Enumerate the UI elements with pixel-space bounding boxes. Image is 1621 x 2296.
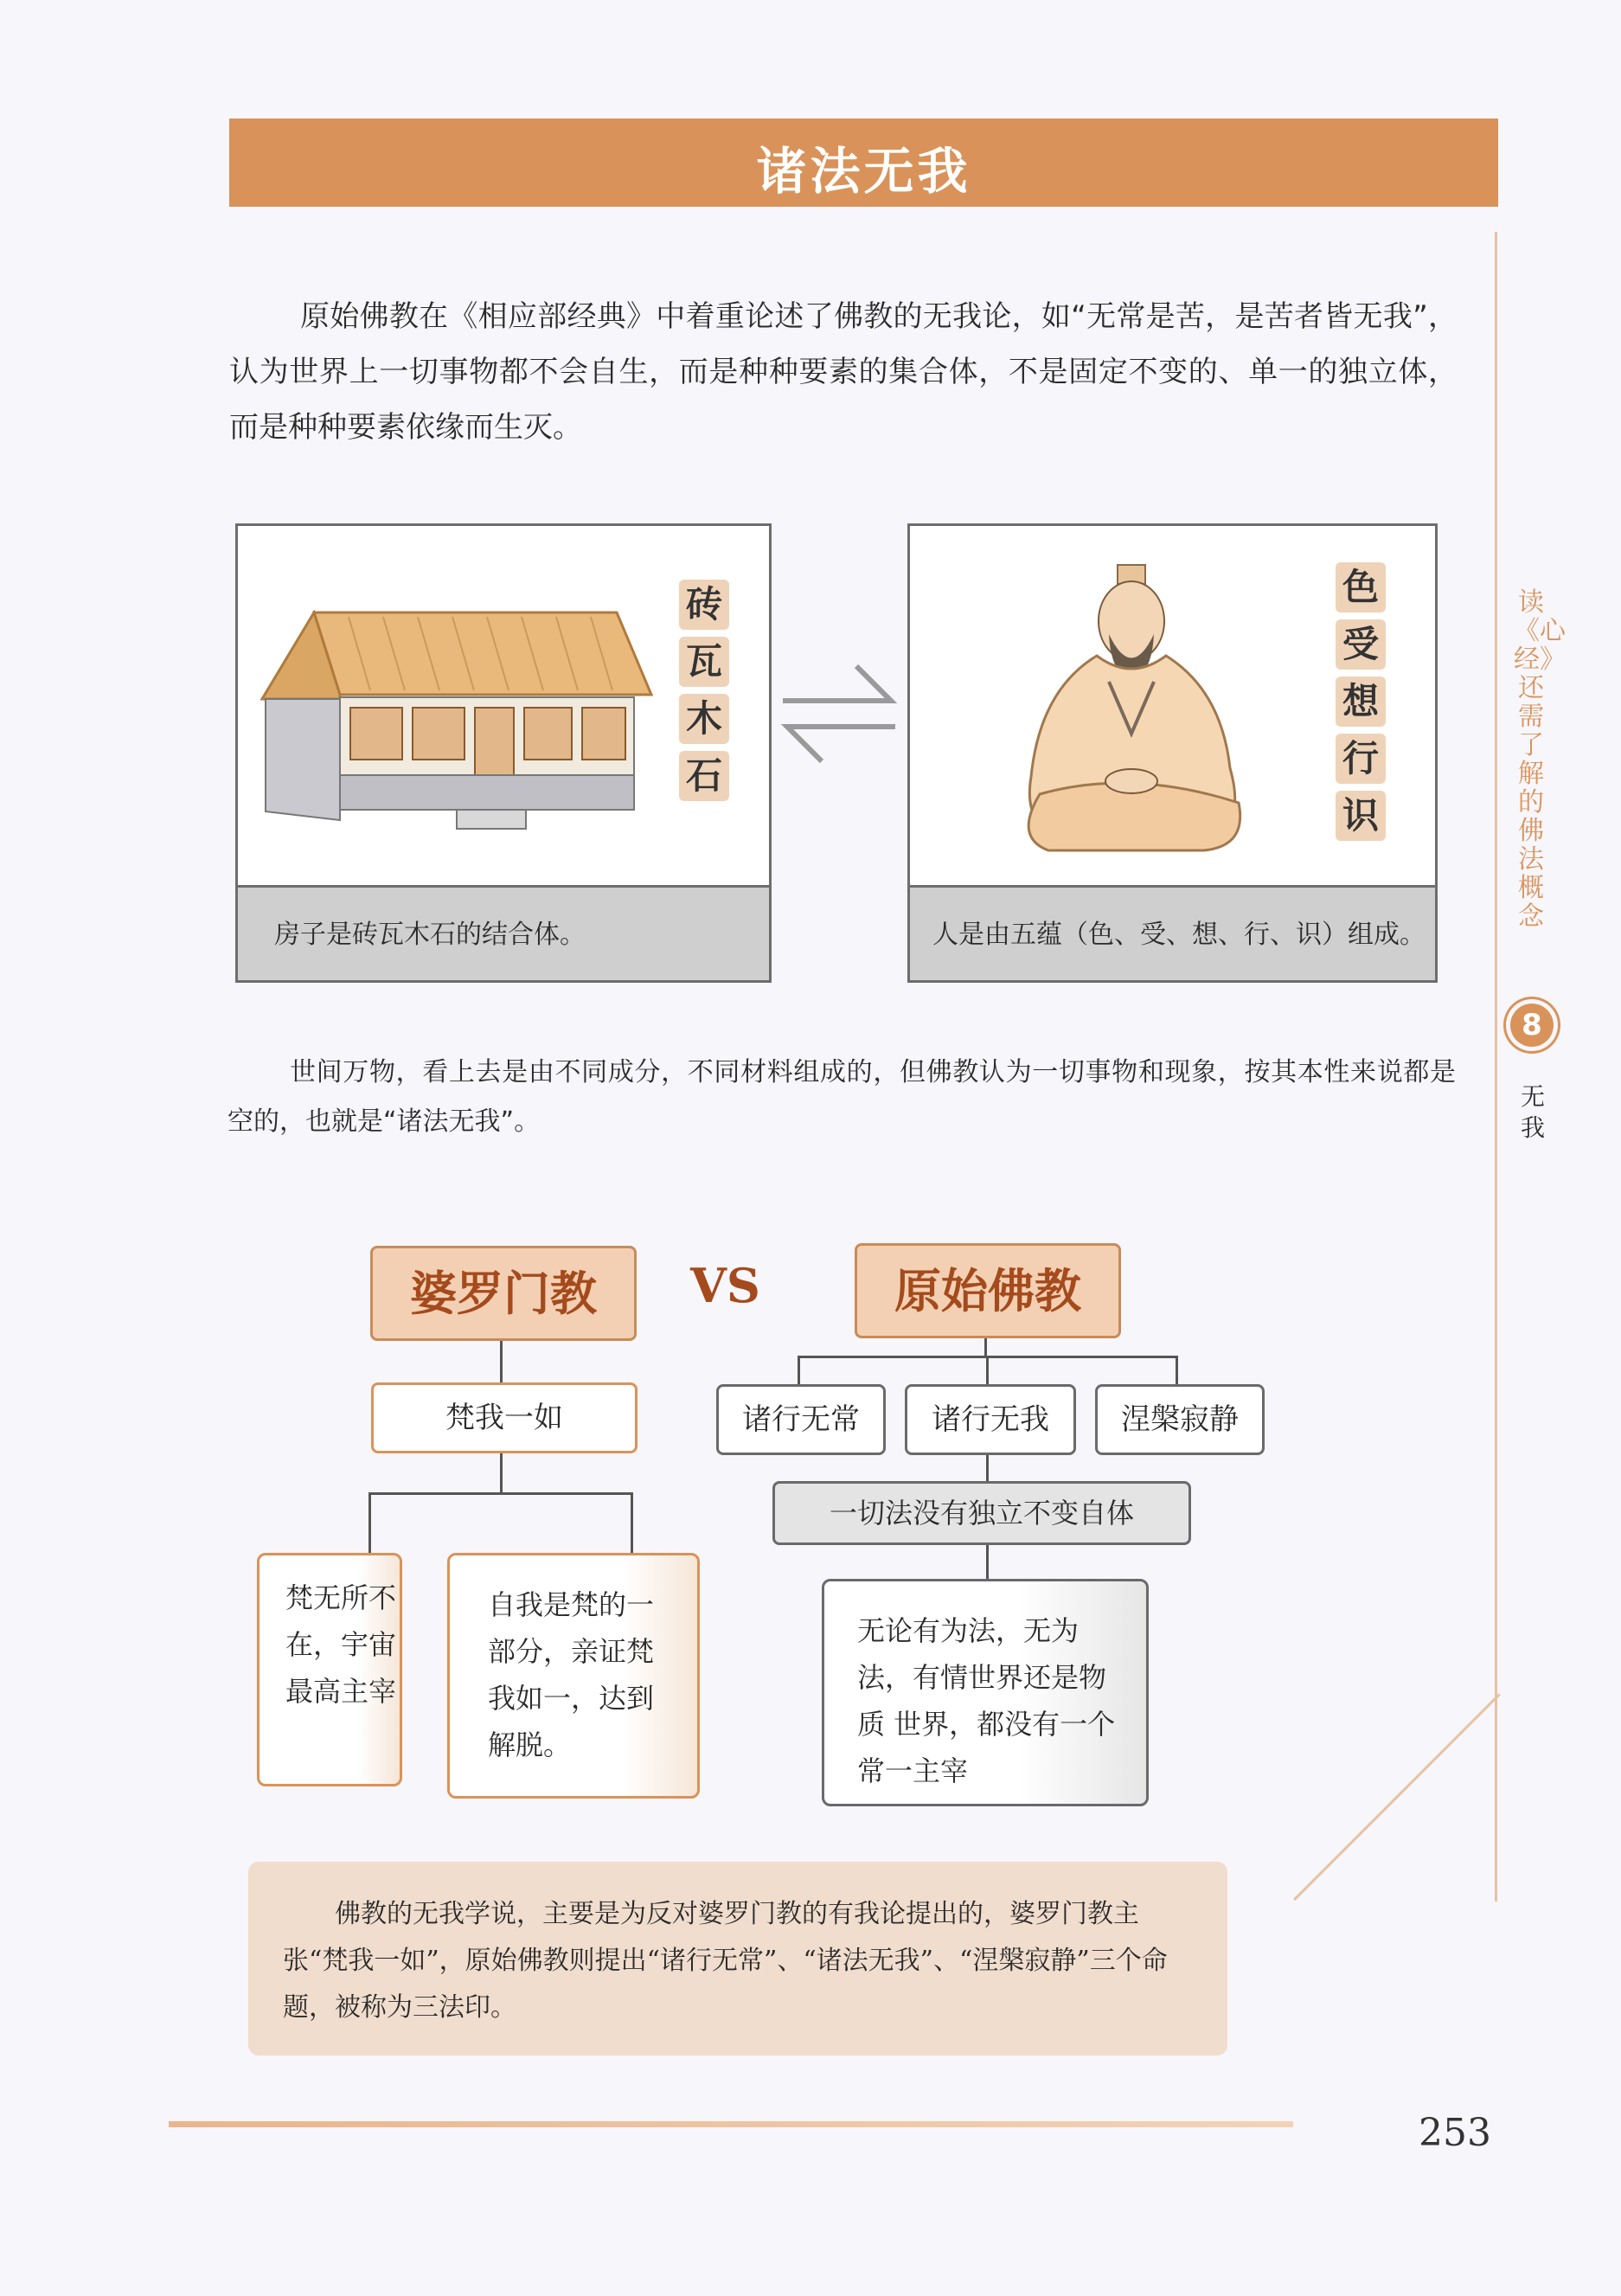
person-label-form: 色 [1336,562,1386,612]
dharma-seal-node-impermanence: 诸行无常 [716,1384,886,1455]
title-bar [229,119,1498,207]
house-label-tile: 瓦 [679,637,729,687]
page-number: 253 [1419,2111,1491,2155]
house-illustration [235,523,772,983]
vs-label: VS [690,1258,760,1313]
chapter-side-label: 读《心经》还需了解的佛法概念 [1514,587,1566,932]
house-caption: 房子是砖瓦木石的结合体。 [238,885,769,980]
house-label-wood: 木 [679,694,729,744]
house-label-brick: 砖 [679,580,729,630]
person-label-perception: 想 [1336,677,1386,727]
summary-box: 佛教的无我学说，主要是为反对婆罗门教的有我论提出的，婆罗门教主张“梵我一如”，原始佛教则提出“诸行无常”、“诸法无我”、“涅槃寂静”三个命题，被称为三法印。 [248,1862,1227,2055]
connector-line [368,1492,633,1495]
person-caption: 人是由五蕴（色、受、想、行、识）组成。 [910,885,1435,980]
intro-paragraph: 原始佛教在《相应部经典》中着重论述了佛教的无我论，如“无常是苦，是苦者皆无我”，认为世界上一切事物都不会自生，而是种种要素的集合体，不是固定不变的、单一的独立体，而是种种要素依缘而生灭。 [229,299,1458,445]
house-label-stone: 石 [679,751,729,801]
exchange-arrows-icon [774,657,904,770]
frame-line-right [1495,232,1497,1902]
meditating-figure-image [988,552,1273,863]
connector-line [798,1356,800,1385]
house-image [253,578,660,837]
connector-line [368,1492,371,1555]
early-buddhism-header: 原始佛教 [855,1243,1121,1338]
connector-line [986,1356,989,1385]
frame-line-diagonal [1293,1693,1501,1901]
brahmanism-header: 婆罗门教 [370,1246,637,1341]
brahman-note-liberation: 自我是梵的一部分，亲证梵我如一，达到解脱。 [447,1553,700,1799]
person-label-formation: 行 [1336,734,1386,784]
no-independent-self-node: 一切法没有独立不变自体 [772,1481,1191,1545]
chapter-number-badge: 8 [1510,1004,1554,1047]
section-side-label: 无我 [1520,1082,1545,1142]
dharma-seal-node-nirvana: 涅槃寂静 [1095,1384,1265,1455]
buddhism-note-no-master: 无论有为法，无为法，有情世界还是物质 世界，都没有一个常一主宰 [822,1579,1149,1806]
connector-line [986,1453,989,1482]
dharma-seal-node-no-self: 诸行无我 [905,1384,1076,1455]
connector-line [1176,1356,1178,1385]
brahman-atman-node: 梵我一如 [371,1382,638,1453]
person-label-consciousness: 识 [1336,791,1386,841]
person-label-feeling: 受 [1336,619,1386,670]
person-illustration [907,523,1438,983]
page-title: 诸法无我 [756,142,971,201]
middle-paragraph: 世间万物，看上去是由不同成分，不同材料组成的，但佛教认为一切事物和现象，按其本性来说都是空的，也就是“诸法无我”。 [227,1057,1456,1137]
connector-line [986,1542,989,1581]
connector-line [500,1336,503,1384]
footer-rule [169,2121,1293,2127]
brahman-note-supreme: 梵无所不在，宇宙最高主宰 [257,1553,402,1786]
connector-line [500,1451,503,1494]
connector-line [631,1492,633,1555]
